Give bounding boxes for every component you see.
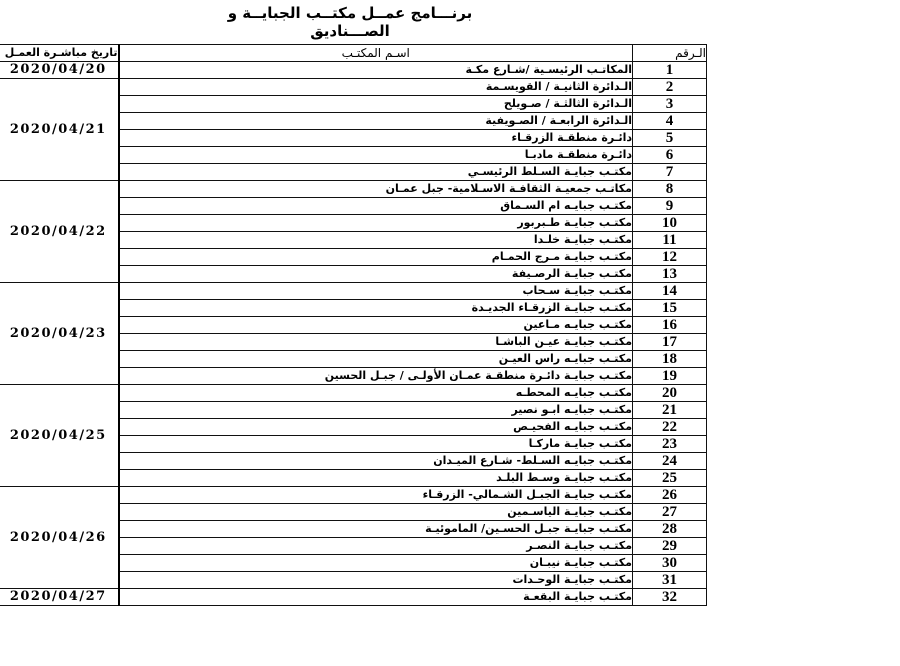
office-name-cell: مكتـب جبايـة طـبربور: [119, 215, 633, 232]
row-number-cell: 15: [633, 300, 707, 317]
table-body: [0, 62, 707, 606]
table-row: [0, 79, 707, 96]
table-row: [0, 181, 707, 198]
office-name-cell: الـدائرة الرابعـة / الصـويفية: [119, 113, 633, 130]
office-name-cell: مكتـب جبايـه الفحيـص: [119, 419, 633, 436]
row-number-cell: 21: [633, 402, 707, 419]
table-row: [0, 487, 707, 504]
office-name-cell: مكتـب جبايـه ام السـماق: [119, 198, 633, 215]
office-name-cell: مكتـب جبايـه السـلط- شـارع الميـدان: [119, 453, 633, 470]
office-name-cell: دائـرة منطقـة الزرقـاء: [119, 130, 633, 147]
table-row: [0, 62, 707, 79]
start-date-cell: 2020/04/25: [0, 385, 119, 487]
table-row: [0, 589, 707, 606]
office-name-cell: مكتـب جبايـة ماركـا: [119, 436, 633, 453]
office-name-cell: مكاتـب جمعيـة الثقافـة الاسـلامية- جبل عمـان: [119, 181, 633, 198]
table-header-row: [0, 45, 707, 62]
office-name-cell: دائـرة منطقـة مادبـا: [119, 147, 633, 164]
row-number-cell: 24: [633, 453, 707, 470]
row-number-cell: 17: [633, 334, 707, 351]
row-number-cell: 10: [633, 215, 707, 232]
row-number-cell: 7: [633, 164, 707, 181]
row-number-cell: 4: [633, 113, 707, 130]
row-number-cell: 31: [633, 572, 707, 589]
row-number-cell: 22: [633, 419, 707, 436]
schedule-table: [0, 44, 707, 606]
office-name-cell: مكتـب جبايـة مـرج الحمـام: [119, 249, 633, 266]
row-number-cell: 3: [633, 96, 707, 113]
office-name-cell: مكتـب جبايـة نيبـان: [119, 555, 633, 572]
office-name-cell: الـدائرة الثالثـة / صـويلح: [119, 96, 633, 113]
row-number-cell: 30: [633, 555, 707, 572]
row-number-cell: 11: [633, 232, 707, 249]
office-name-cell: مكتـب جبايـة الجبـل الشـمالي- الزرقـاء: [119, 487, 633, 504]
row-number-cell: 5: [633, 130, 707, 147]
row-number-cell: 6: [633, 147, 707, 164]
row-number-cell: 32: [633, 589, 707, 606]
start-date-cell: 2020/04/26: [0, 487, 119, 589]
start-date-cell: 2020/04/23: [0, 283, 119, 385]
office-name-cell: مكتـب جبايـة النصـر: [119, 538, 633, 555]
row-number-cell: 27: [633, 504, 707, 521]
header-start-date: تاريخ مباشـرة العمـل: [0, 45, 119, 62]
office-name-cell: مكتـب جبايـة عيـن الباشـا: [119, 334, 633, 351]
header-number: الـرقم: [633, 45, 707, 62]
start-date-cell: 2020/04/21: [0, 79, 119, 181]
row-number-cell: 14: [633, 283, 707, 300]
office-name-cell: مكتـب جبايـة الوحـدات: [119, 572, 633, 589]
office-name-cell: مكتـب جبايـة البقعـة: [119, 589, 633, 606]
row-number-cell: 29: [633, 538, 707, 555]
office-name-cell: مكتـب جبايـة وسـط البلـد: [119, 470, 633, 487]
row-number-cell: 19: [633, 368, 707, 385]
office-name-cell: مكتـب جبايـة دائـرة منطقـة عمـان الأولـى / جبـل الحسين: [119, 368, 633, 385]
office-name-cell: مكتـب جبايـة خلـدا: [119, 232, 633, 249]
row-number-cell: 8: [633, 181, 707, 198]
office-name-cell: مكتـب جبايـة الرصـيفة: [119, 266, 633, 283]
row-number-cell: 26: [633, 487, 707, 504]
office-name-cell: مكتـب جبايـه ابـو نصير: [119, 402, 633, 419]
office-name-cell: مكتـب جبايـه المحطـه: [119, 385, 633, 402]
office-name-cell: مكتـب جبايـة جبـل الحسـين/ الماموئيـة: [119, 521, 633, 538]
office-name-cell: مكتـب جبايـه مـاعين: [119, 317, 633, 334]
office-name-cell: مكتـب جبايـه راس العيـن: [119, 351, 633, 368]
start-date-cell: 2020/04/22: [0, 181, 119, 283]
table-row: [0, 283, 707, 300]
office-name-cell: الـدائرة الثانيـة / القويسـمة: [119, 79, 633, 96]
row-number-cell: 16: [633, 317, 707, 334]
row-number-cell: 28: [633, 521, 707, 538]
row-number-cell: 12: [633, 249, 707, 266]
row-number-cell: 13: [633, 266, 707, 283]
start-date-cell: 2020/04/20: [0, 62, 119, 79]
table-row: [0, 385, 707, 402]
row-number-cell: 20: [633, 385, 707, 402]
office-name-cell: المكاتـب الرئيسـية /شـارع مكـة: [119, 62, 633, 79]
row-number-cell: 1: [633, 62, 707, 79]
office-name-cell: مكتـب جبايـة الزرقـاء الجديـدة: [119, 300, 633, 317]
row-number-cell: 2: [633, 79, 707, 96]
office-name-cell: مكتـب جبايـة الياسـمين: [119, 504, 633, 521]
office-name-cell: مكتـب جبايـة السـلط الرئيسـي: [119, 164, 633, 181]
document-title: برنـــامج عمــل مكتــب الجبايــة و الصـــناديق: [227, 4, 473, 40]
row-number-cell: 9: [633, 198, 707, 215]
row-number-cell: 18: [633, 351, 707, 368]
header-office-name: اسـم المكتـب: [119, 45, 633, 62]
office-name-cell: مكتـب جبايـة سـحاب: [119, 283, 633, 300]
row-number-cell: 23: [633, 436, 707, 453]
row-number-cell: 25: [633, 470, 707, 487]
start-date-cell: 2020/04/27: [0, 589, 119, 606]
